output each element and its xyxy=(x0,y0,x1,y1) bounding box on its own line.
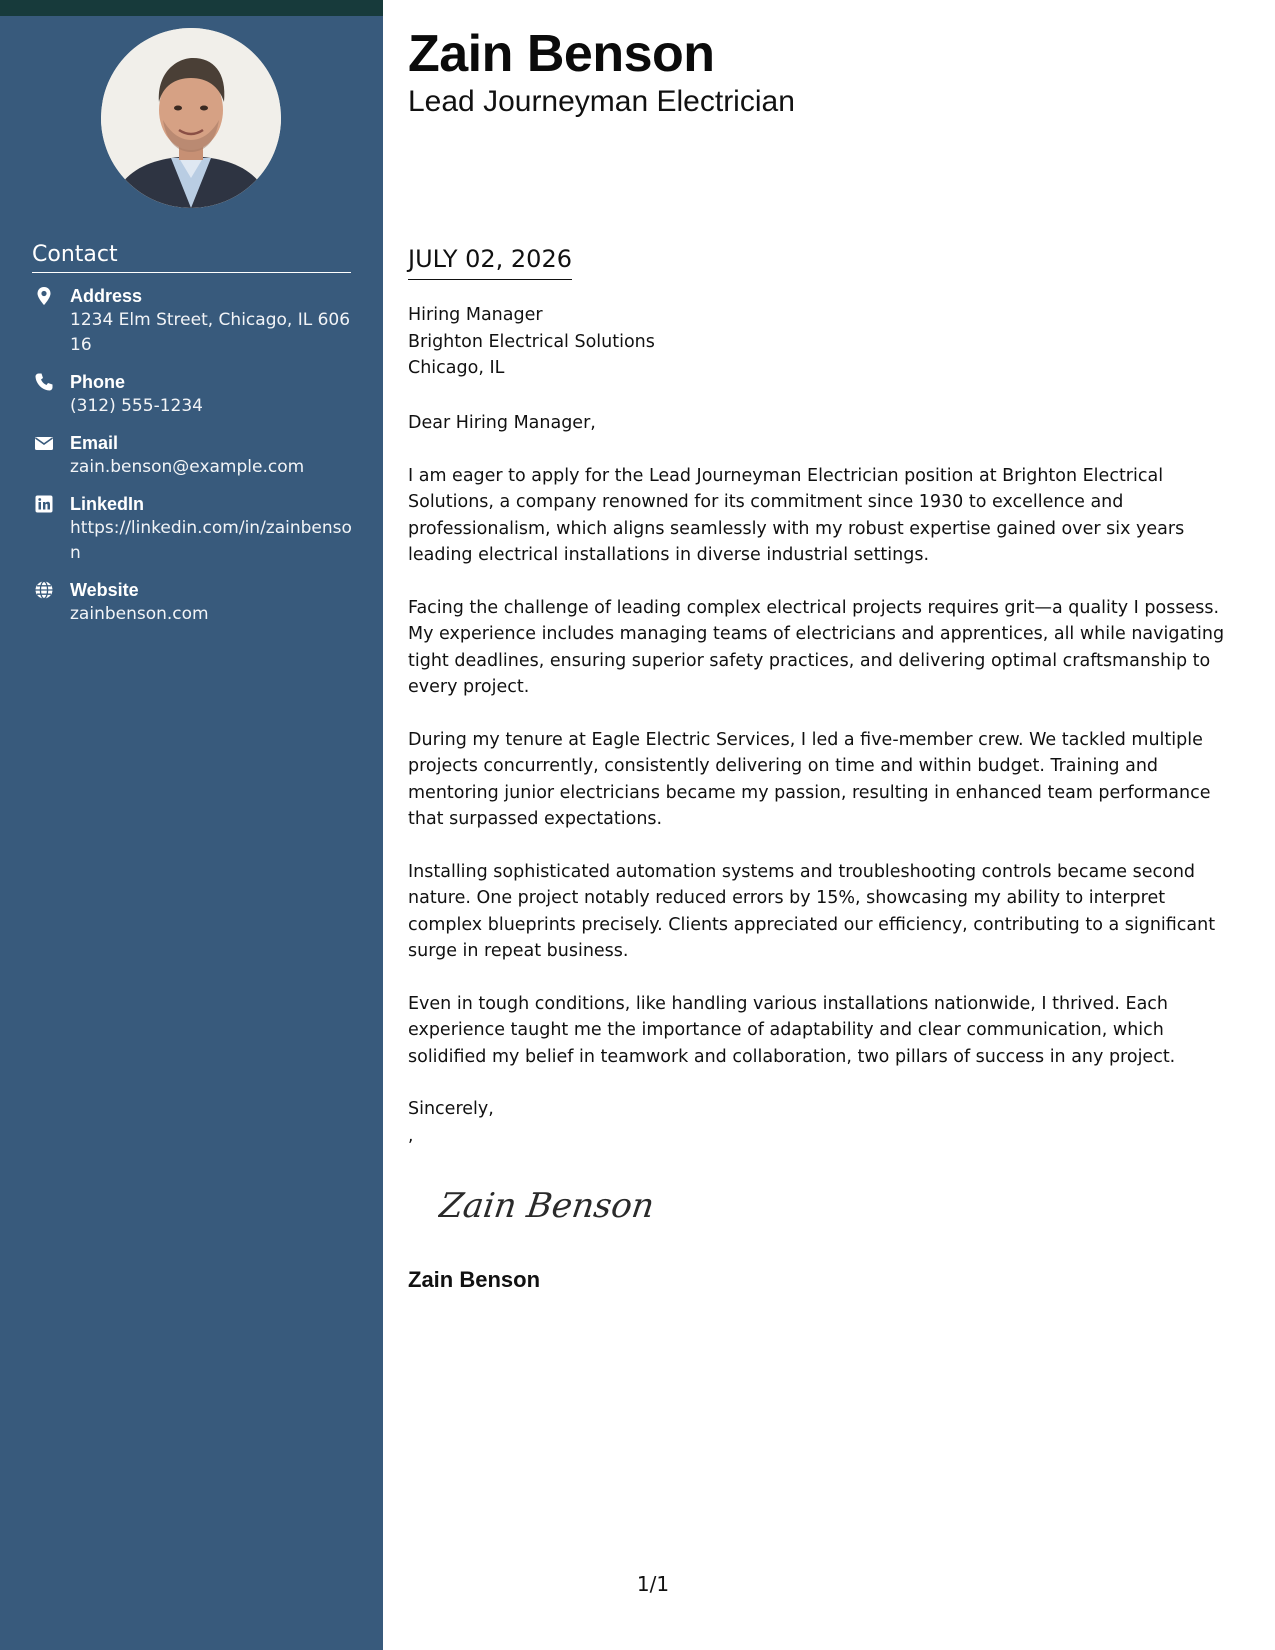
contact-website xyxy=(32,578,352,627)
body-paragraph: During my tenure at Eagle Electric Services, I led a five-member crew. We tackled multiple projects concurrently, consistently delivering on time and within budget. Training and mentoring junior electricians became my passion, resulting in enhanced team performance that surpassed expectations. xyxy=(408,729,1211,829)
body-paragraph: I am eager to apply for the Lead Journeyman Electrician position at Brighton Electrical Solutions, a company renowned for its commitment since 1930 to excellence and professionalism, which aligns seamlessly with my robust expertise gained over six years leading electrical installations in diverse industrial settings. xyxy=(408,465,1185,565)
recipient-line: Chicago, IL xyxy=(408,358,505,378)
letter-body xyxy=(408,410,1240,1149)
closing: Sincerely, xyxy=(408,1099,494,1119)
contact-label: Website xyxy=(70,580,139,600)
address-value: 1234 Elm Street, Chicago, IL 60616 xyxy=(70,310,351,355)
phone-value[interactable]: (312) 555-1234 xyxy=(70,396,203,416)
sidebar-top-bar xyxy=(0,0,383,16)
contact-email xyxy=(32,431,352,480)
comma-line: , xyxy=(408,1126,414,1146)
signature-graphic xyxy=(438,1175,678,1235)
candidate-name: Zain Benson xyxy=(408,25,715,83)
contact-label: Address xyxy=(70,286,143,306)
body-paragraph: Facing the challenge of leading complex electrical projects requires grit—a quality I possess. My experience includes managing teams of electricians and apprentices, all while navigating tight deadlines, ensuring superior safety practices, and delivering optimal craftsmanship to every project. xyxy=(408,597,1225,697)
recipient-line: Hiring Manager xyxy=(408,305,543,325)
body-paragraph: Installing sophisticated automation systems and troubleshooting controls became second nature. One project notably reduced errors by 15%, showcasing my ability to interpret complex blueprints precisely. Clients appreciated our efficiency, contributing to a significant surge in repeat business. xyxy=(408,861,1216,961)
recipient-block xyxy=(408,302,1240,382)
contact-label: Phone xyxy=(70,372,126,392)
contact-phone xyxy=(32,370,352,419)
salutation: Dear Hiring Manager, xyxy=(408,413,596,433)
letter-main xyxy=(408,0,1240,1650)
signature xyxy=(438,1175,678,1235)
map-pin-icon xyxy=(34,286,54,306)
candidate-title: Lead Journeyman Electrician xyxy=(408,85,795,118)
profile-photo xyxy=(101,28,281,208)
sidebar xyxy=(0,0,383,1650)
signed-name: Zain Benson xyxy=(408,1267,541,1292)
recipient-line: Brighton Electrical Solutions xyxy=(408,331,655,352)
globe-icon xyxy=(34,580,54,600)
contact-label: LinkedIn xyxy=(70,494,145,514)
contact-heading: Contact xyxy=(32,240,351,273)
page-number: 1/1 xyxy=(636,1572,670,1596)
contact-address xyxy=(32,284,352,358)
contact-label: Email xyxy=(70,433,119,453)
contact-list xyxy=(32,284,352,639)
email-value[interactable]: zain.benson@example.com xyxy=(70,457,305,477)
linkedin-icon xyxy=(34,494,54,514)
phone-icon xyxy=(34,372,54,392)
body-paragraph: Even in tough conditions, like handling various installations nationwide, I thrived. Each experience taught me the importance of adaptability and clear communication, which solidified my belief in teamwork and collaboration, two pillars of success in any project. xyxy=(408,993,1176,1067)
contact-linkedin xyxy=(32,492,352,566)
envelope-icon xyxy=(34,433,54,453)
signature-text: Zain Benson xyxy=(438,1186,657,1226)
website-value[interactable]: zainbenson.com xyxy=(70,604,209,624)
avatar xyxy=(101,28,281,208)
linkedin-value[interactable]: https://linkedin.com/in/zainbenson xyxy=(70,518,352,563)
letter-date: JULY 02, 2026 xyxy=(408,243,572,280)
